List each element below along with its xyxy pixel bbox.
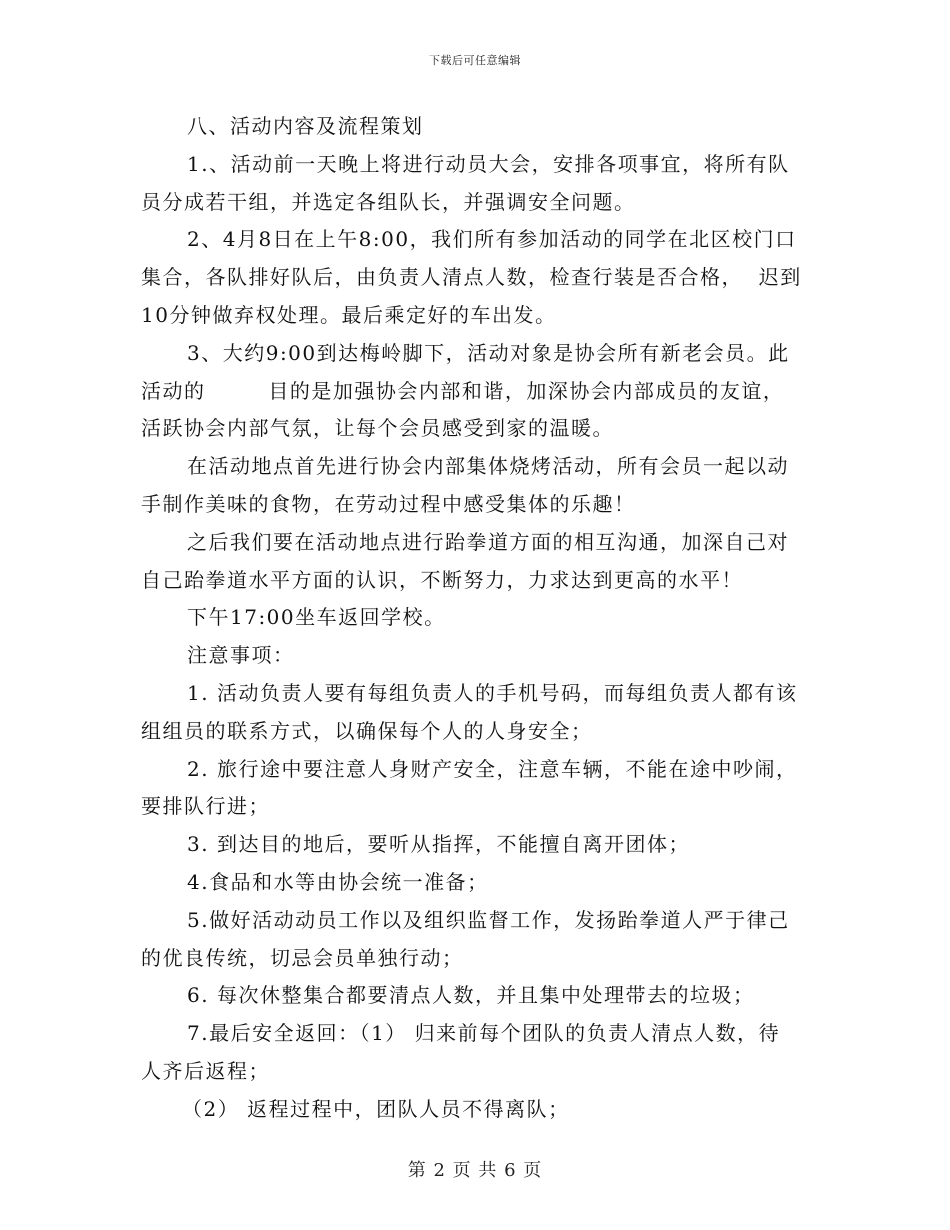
list-item: 3. 到达目的地后，要听从指挥，不能擅自离开团体； (187, 832, 690, 857)
paragraph-line: 下午17:00坐车返回学校。 (187, 605, 446, 630)
list-item-continuation: 要排队行进； (141, 794, 270, 819)
paragraph-line: 1.、活动前一天晚上将进行动员大会，安排各项事宜，将所有队 (187, 151, 790, 176)
list-item: 2. 旅行途中要注意人身财产安全，注意车辆，不能在途中吵闹， (187, 756, 798, 781)
page-header: 下载后可任意编辑 (429, 54, 521, 67)
list-item: 6. 每次休整集合都要清点人数，并且集中处理带去的垃圾； (187, 983, 755, 1008)
paragraph-line: 在活动地点首先进行协会内部集体烧烤活动，所有会员一起以动 (187, 454, 789, 479)
paragraph-line: 员分成若干组，并选定各组队长，并强调安全问题。 (141, 189, 636, 214)
page-footer: 第 2 页 共 6 页 (407, 1160, 543, 1181)
list-subitem: （2） 返程过程中，团队人员不得离队； (182, 1096, 570, 1121)
notes-heading: 注意事项： (187, 643, 295, 668)
list-item: 4.食品和水等由协会统一准备； (187, 869, 489, 894)
list-item-continuation: 的优良传统，切忌会员单独行动； (141, 945, 464, 970)
paragraph-line: 2、4月8日在上午8:00，我们所有参加活动的同学在北区校门口 (187, 227, 797, 252)
paragraph-line: 3、大约9:00到达梅岭脚下，活动对象是协会所有新老会员。此 (187, 340, 790, 365)
list-item-continuation: 人齐后返程； (141, 1058, 270, 1083)
paragraph-line: 之后我们要在活动地点进行跆拳道方面的相互沟通，加深自己对 (187, 529, 789, 554)
paragraph-line: 自己跆拳道水平方面的认识，不断努力，力求达到更高的水平！ (141, 567, 743, 592)
paragraph-line: 活动的 目的是加强协会内部和谐，加深协会内部成员的友谊， (141, 378, 785, 403)
document-body (141, 108, 813, 1129)
list-item: 5.做好活动动员工作以及组织监督工作，发扬跆拳道人严于律己 (187, 907, 790, 932)
paragraph-line: 手制作美味的食物，在劳动过程中感受集体的乐趣！ (141, 491, 636, 516)
list-item: 7.最后安全返回：（1） 归来前每个团队的负责人清点人数，待 (187, 1021, 781, 1046)
paragraph-line: 10分钟做弃权处理。最后乘定好的车出发。 (141, 302, 557, 327)
paragraph-line: 活跃协会内部气氛，让每个会员感受到家的温暖。 (141, 416, 614, 441)
list-item-continuation: 组组员的联系方式，以确保每个人的人身安全； (141, 718, 593, 743)
list-item: 1. 活动负责人要有每组负责人的手机号码，而每组负责人都有该 (187, 680, 798, 705)
paragraph-line: 集合，各队排好队后，由负责人清点人数，检查行装是否合格， 迟到 (141, 265, 802, 290)
section-heading: 八、活动内容及流程策划 (187, 114, 424, 138)
